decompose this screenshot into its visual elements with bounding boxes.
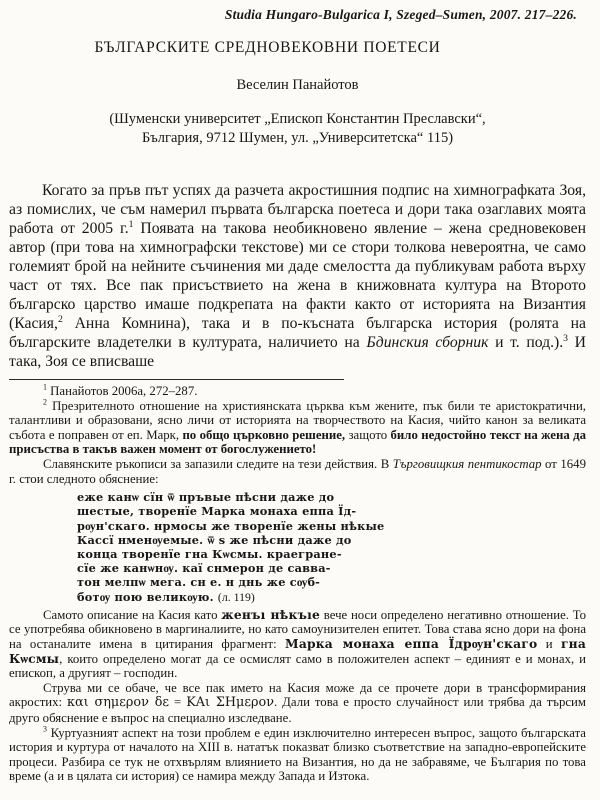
text-run-b: било недостойно текст на жена да присъства в такъв важен момент от богослужението! (9, 427, 586, 457)
text-run: Струва ми се обаче, че все пак името на Касия може да се прочете дори в трансформирания акростих: (9, 680, 586, 710)
text-run-sup: 2 (43, 397, 47, 407)
journal-title: Studia Hungaro-Bulgarica (224, 7, 381, 22)
text-run-slav: ботѹ пою великѹю. (77, 589, 218, 604)
affiliation-line-2: България, 9712 Шумен, ул. „Университетска“ 115) (141, 129, 454, 146)
article-title: БЪЛГАРСКИТЕ СРЕДНОВЕКОВНИ ПОЕТЕСИ (94, 39, 441, 56)
text-run-slav: еже канѡ сїн ѿ пръвые пѣсни даже до (77, 490, 335, 505)
text-run: от 1649 г. стои следното обяснение: (9, 456, 586, 486)
text-run: Анна Комнина), така и в по-късната българска история (ролята на българските владетелки в културата, наличието на (9, 315, 586, 351)
text-run: . Дали това е просто случайност или трябва да търсим друго обяснение е въпрос на специално изследване. (9, 695, 586, 725)
affiliation-line-1: (Шуменски университет „Епископ Константин Преславски“, (109, 111, 486, 127)
quote-line (77, 504, 586, 518)
main-paragraph (9, 181, 586, 371)
footnote-2-continuation (9, 457, 586, 486)
footnote-separator (9, 379, 344, 380)
text-run-sup: 3 (563, 332, 569, 344)
author-name: Веселин Панайотов (236, 77, 359, 93)
text-run: и т. под.). (488, 334, 564, 351)
quote-line (77, 490, 586, 504)
text-run-slav: шестые, творенїе Марка монаха еппа Їд- (77, 504, 357, 519)
text-run: (л. 119) (217, 589, 255, 604)
text-run-i: Бдинския сборник (366, 334, 489, 351)
text-run: = (169, 695, 187, 710)
text-run: Появата на такова необикновено явление – жена средновековен автор (при това на химнографски текстове) ми се стори толкова невероятна, че само големият брой на нейните съчинения ми даде смелостта да публикувам работа върху част от тях. Все пак присъствието на жена в книжовната култура на Второто българско царство имаше подкрепата на факти както от историята на Византия (Касия, (9, 220, 587, 332)
footnotes-section (9, 384, 586, 784)
text-run: , които определено могат да се осмислят само в положителен аспект – единият е и монах, и епископ, а другият – господин. (9, 651, 586, 681)
quote-line (77, 575, 586, 589)
text-run: Когато за пръв път успях да разчета акростишния подпис на химнографката Зоя, аз помислих, че съм намерил първата българска поетеса и дори така озаглавих моята работа от 2005 г. (9, 182, 586, 237)
text-run-sup: 1 (43, 382, 47, 392)
journal-header (9, 7, 586, 23)
text-run: Славянските ръкописи за запазили следите на тези действия. В (43, 456, 393, 471)
text-run: Презрителното отношение на християнската църква към жените, пък били те аристократични, талантливи и образовани, ясно личи от историята на творчеството на Касия, чийто канон за великата събота е поправен от еп. Марк, (9, 398, 586, 442)
slavonic-quote-block (77, 490, 586, 604)
text-run-slav: гна Кѡсмы (9, 635, 586, 666)
footnote-2 (9, 399, 586, 457)
text-run-slav: конца творенїе гна Кѡсмы. краегране- (77, 546, 342, 561)
footnote-2-remark (9, 681, 586, 726)
text-run-greek: ΚΑι ΣΗμερον (186, 695, 275, 711)
text-run-slav: тон мелпѡ мега. сн е. н днь же сѹб- (77, 575, 321, 590)
footnote-2-analysis (9, 608, 586, 681)
text-run: Панайотов 2006а, 272–287. (46, 384, 198, 398)
text-run-greek: και σημερον δε (67, 695, 170, 711)
text-run-sup: 1 (128, 218, 134, 230)
quote-line (77, 519, 586, 533)
quote-line (77, 561, 586, 575)
text-run-b: по общо църковно решение, (182, 427, 346, 442)
text-run-slav: сїе же канѡнѹ. каї снмерон де савва- (77, 561, 331, 576)
affiliation (9, 110, 586, 147)
quote-line (77, 547, 586, 561)
text-run-i: Търговищкия пентикостар (392, 456, 542, 471)
text-run: Куртуазният аспект на този проблем е един изключително интересен въпрос, защото българската история и куртура от началото на XIII в. нататък показват близко съответствие на западно-европейските процеси. Разбира се тук не отхвърлям влиянието на Византия, но да не забравяме, че България по това време (а и в цялата си история) се намира между Запада и Изтока. (9, 725, 586, 784)
text-run-slav: Марка монаха еппа Їдрѹн'скаго (285, 635, 538, 651)
text-run: И така, Зоя се вписваше (9, 334, 586, 370)
text-run-slav: Кассї нменѹемые. ѿ ѕ же пѣсни даже до (77, 532, 352, 547)
journal-issue-pages: I, Szeged–Sumen, 2007. 217–226. (380, 7, 577, 22)
quote-line (77, 533, 586, 547)
text-run: вече носи определено негативно отношение. То се употребява обикновено в маргиналиите, но като самоунизителен епитет. Това става ясно дори на фона на останалите имена в цитирания фрагмент: (9, 607, 586, 651)
text-run: защото (345, 427, 391, 442)
text-run-slav: женъı нѣкъıе (221, 606, 321, 622)
text-run: и (537, 636, 561, 651)
text-run: Самото описание на Касия като (43, 607, 222, 622)
footnote-3 (9, 726, 586, 784)
text-run-sup: 2 (57, 313, 63, 325)
quote-line (77, 590, 586, 604)
text-run-sup: 3 (43, 724, 47, 734)
footnote-1 (9, 384, 586, 399)
text-run-slav: рѹн'скаго. нрмосы же творенїе жены нѣкые (77, 518, 385, 533)
